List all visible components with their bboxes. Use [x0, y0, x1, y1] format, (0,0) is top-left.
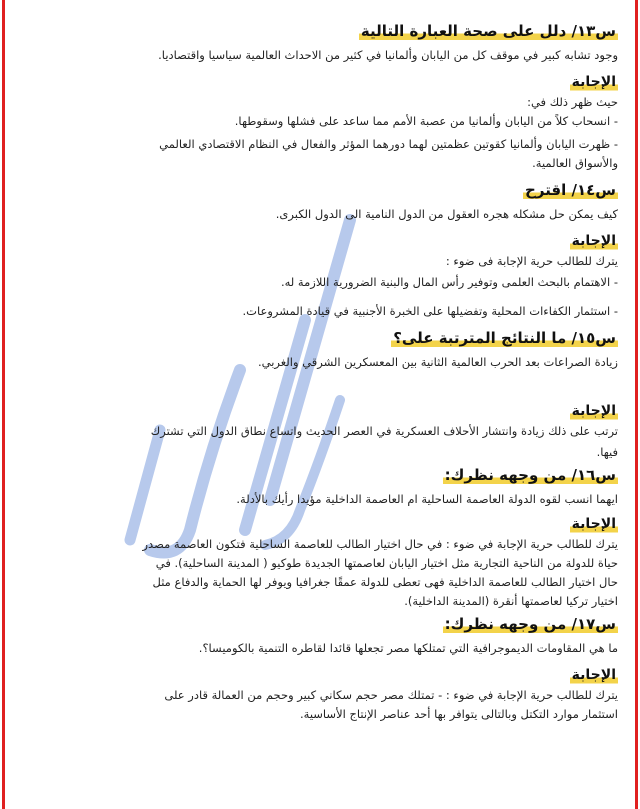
answer-16-line-3: حال اختيار الطالب للعاصمة الداخلية فهى تعطى للدولة عمقًا جغرافيا ويوفر لها الحماية والدفاع مثل [152, 575, 618, 589]
answer-14-label: الإجابة [571, 233, 616, 249]
answer-15-line-2: فيها. [596, 445, 618, 459]
question-15-title: س١٥/ ما النتائج المترتبة على؟ [393, 329, 616, 347]
answer-15-label: الإجابة [571, 403, 616, 419]
answer-13-line-1: حيث ظهر ذلك في: [527, 95, 618, 109]
answer-16-label: الإجابة [571, 516, 616, 532]
question-15-statement: زيادة الصراعات بعد الحرب العالمية الثانية بين المعسكرين الشرقي والغربي. [257, 355, 618, 369]
answer-17-line-2: استثمار موارد التكتل وبالتالى يتوافر بها أحد عناصر الإنتاج الأساسية. [300, 707, 618, 721]
question-13-statement: وجود تشابه كبير في موقف كل من اليابان وألمانيا في كثير من الاحداث العالمية سياسيا واقتصاديا. [158, 48, 618, 62]
left-border [2, 0, 5, 809]
answer-16-line-4: اختيار تركيا لعاصمتها أنقرة (المدينة الداخلية). [404, 594, 618, 608]
answer-15-line-1: ترتب على ذلك زيادة وانتشار الأحلاف العسكرية في العصر الحديث واتساع نطاق الدول التي تشترك [150, 424, 618, 438]
document-page [18, 20, 618, 809]
question-13-title: س١٣/ دلل على صحة العبارة التالية [360, 22, 616, 40]
answer-14-line-1: يترك للطالب حرية الإجابة فى ضوء : [445, 254, 618, 268]
answer-13-line-2: - انسحاب كلاً من اليابان وألمانيا من عصبة الأمم مما ساعد على فشلها وسقوطها. [234, 114, 618, 128]
question-14-title: س١٤/ اقترح [525, 181, 616, 199]
answer-13-line-4: والأسواق العالمية. [532, 156, 618, 170]
answer-13-label: الإجابة [571, 74, 616, 90]
answer-13-line-3: - ظهرت اليابان وألمانيا كقوتين عظمتين لهما دورهما المؤثر والفعال في النظام الاقتصادي العالمي [159, 137, 618, 151]
answer-17-label: الإجابة [571, 667, 616, 683]
answer-14-line-3: - استثمار الكفاءات المحلية وتفضيلها على الخبرة الأجنبية في قيادة المشروعات. [242, 304, 618, 318]
question-16-title: س١٦/ من وجهه نظرك: [444, 466, 616, 484]
question-14-statement: كيف يمكن حل مشكله هجره العقول من الدول النامية الى الدول الكبرى. [275, 207, 618, 221]
answer-14-line-2: - الاهتمام بالبحث العلمى وتوفير رأس المال والبنية الضرورية اللازمة له. [280, 275, 618, 289]
question-16-statement: ايهما انسب لقوه الدولة العاصمة الساحلية ام العاصمة الداخلية مؤيدا رأيك بالأدلة. [236, 492, 618, 506]
right-border [635, 0, 638, 809]
answer-17-line-1: يترك للطالب حرية الإجابة في ضوء : - تمتلك مصر حجم سكاني كبير وحجم من العمالة قادر على [164, 688, 618, 702]
question-17-statement: ما هي المقاومات الديموجرافية التي تمتلكها مصر تجعلها قائدا لقاطره التنمية بالكوميسا؟. [198, 641, 618, 655]
answer-16-line-2: حياة للدولة من الناحية التجارية مثل اختيار اليابان لعاصمتها الجديدة طوكيو ( المدينة الساحلية). في [155, 556, 618, 570]
question-17-title: س١٧/ من وجهه نظرك: [444, 615, 616, 633]
answer-16-line-1: يترك للطالب حرية الإجابة في ضوء : في حال اختيار الطالب للعاصمة الساحلية فتكون العاصمة مصدر [142, 537, 618, 551]
